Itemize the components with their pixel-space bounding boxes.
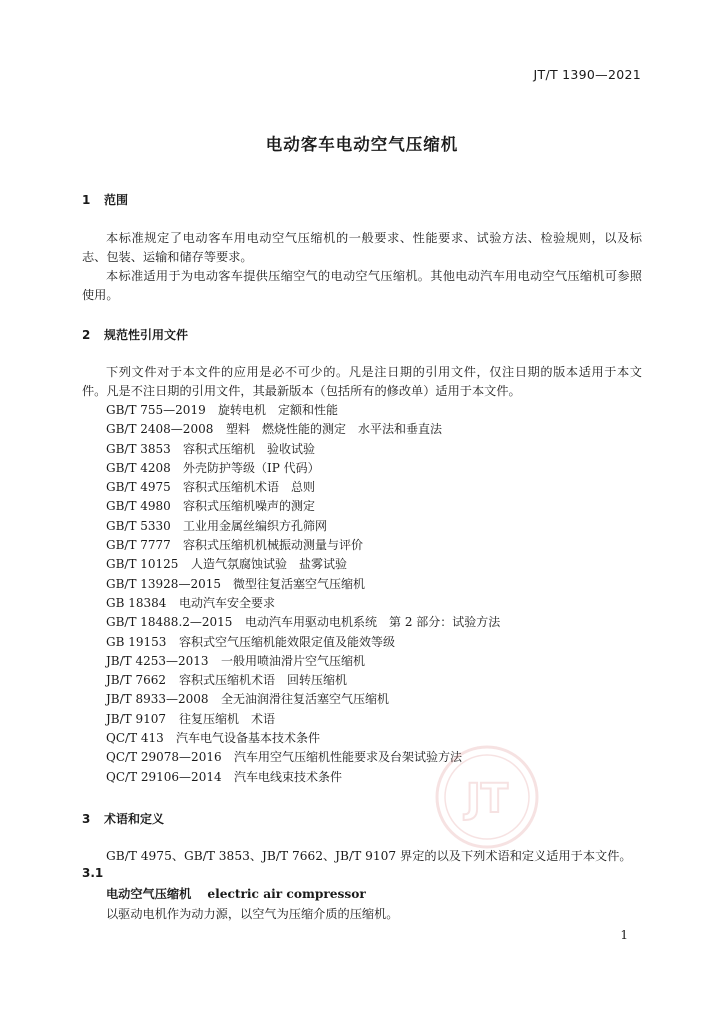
reference-code: GB 18384 bbox=[106, 595, 167, 610]
reference-item bbox=[106, 497, 500, 516]
jt-watermark-icon bbox=[432, 742, 542, 852]
reference-code: QC/T 29078—2016 bbox=[106, 750, 222, 765]
reference-code: QC/T 413 bbox=[106, 731, 164, 746]
section-2-heading bbox=[82, 326, 188, 343]
section-number: 3 bbox=[82, 812, 91, 826]
document-title: 电动客车电动空气压缩机 bbox=[265, 135, 459, 154]
scope-paragraph-1: 本标准规定了电动客车用电动空气压缩机的一般要求、性能要求、试验方法、检验规则，以及标志、包装、运输和储存等要求。 bbox=[82, 231, 642, 264]
reference-item bbox=[106, 440, 500, 459]
section-3-heading bbox=[82, 810, 164, 827]
term-number: 3.1 bbox=[82, 866, 104, 880]
reference-title: 容积式空气压缩机能效限定值及能效等级 bbox=[179, 634, 396, 649]
section-1-heading bbox=[82, 191, 128, 208]
reference-title: 一般用喷油滑片空气压缩机 bbox=[221, 653, 366, 668]
reference-list bbox=[106, 401, 500, 787]
reference-code: GB/T 10125 bbox=[106, 557, 179, 572]
reference-code: QC/T 29106—2014 bbox=[106, 769, 222, 784]
reference-code: GB 19153 bbox=[106, 634, 167, 649]
watermark-text: JT bbox=[465, 776, 509, 822]
reference-code: JB/T 7662 bbox=[106, 673, 167, 688]
reference-item bbox=[106, 401, 500, 420]
reference-item bbox=[106, 652, 500, 671]
reference-item bbox=[106, 459, 500, 478]
reference-title: 外壳防护等级（IP 代码） bbox=[183, 460, 320, 475]
term-name-cn: 电动空气压缩机 bbox=[106, 887, 192, 901]
reference-code: GB/T 4975 bbox=[106, 480, 171, 495]
reference-item bbox=[106, 594, 500, 613]
section-title: 范围 bbox=[104, 193, 129, 207]
reference-title: 电动汽车用驱动电机系统 第 2 部分：试验方法 bbox=[245, 615, 501, 630]
reference-code: GB/T 5330 bbox=[106, 518, 171, 533]
section-number: 2 bbox=[82, 328, 91, 342]
reference-code: GB/T 4980 bbox=[106, 499, 171, 514]
reference-title: 工业用金属丝编织方孔筛网 bbox=[183, 518, 328, 533]
term-definition: 以驱动电机作为动力源，以空气为压缩介质的压缩机。 bbox=[106, 907, 399, 921]
reference-item bbox=[106, 555, 500, 574]
reference-item bbox=[106, 575, 500, 594]
reference-code: GB/T 3853 bbox=[106, 441, 171, 456]
reference-item bbox=[106, 420, 500, 439]
reference-title: 容积式压缩机噪声的测定 bbox=[183, 499, 316, 514]
reference-title: 汽车电气设备基本技术条件 bbox=[176, 731, 321, 746]
terms-intro: GB/T 4975、GB/T 3853、JB/T 7662、JB/T 9107 界定的以及下列术语和定义适用于本文件。 bbox=[106, 849, 632, 863]
reference-title: 旋转电机 定额和性能 bbox=[218, 403, 339, 417]
page-number: 1 bbox=[620, 928, 628, 942]
reference-title: 汽车电线束技术条件 bbox=[234, 769, 343, 784]
reference-item bbox=[106, 710, 500, 729]
reference-title: 容积式压缩机 验收试验 bbox=[183, 441, 316, 456]
reference-code: JB/T 4253—2013 bbox=[106, 653, 209, 668]
reference-item bbox=[106, 671, 500, 690]
reference-item bbox=[106, 690, 500, 709]
scope-paragraph-2: 本标准适用于为电动客车提供压缩空气的电动空气压缩机。其他电动汽车用电动空气压缩机可参照使用。 bbox=[82, 269, 642, 302]
reference-code: JB/T 9107 bbox=[106, 711, 167, 726]
reference-title: 全无油润滑往复活塞空气压缩机 bbox=[221, 692, 390, 707]
term-name bbox=[106, 885, 366, 902]
reference-title: 塑料 燃烧性能的测定 水平法和垂直法 bbox=[226, 422, 443, 437]
references-intro: 下列文件对于本文件的应用是必不可少的。凡是注日期的引用文件，仅注日期的版本适用于本文件。凡是不注日期的引用文件，其最新版本（包括所有的修改单）适用于本文件。 bbox=[82, 365, 642, 398]
section-number: 1 bbox=[82, 193, 91, 207]
reference-title: 容积式压缩机术语 回转压缩机 bbox=[179, 673, 348, 688]
reference-item bbox=[106, 633, 500, 652]
reference-title: 电动汽车安全要求 bbox=[179, 595, 276, 610]
term-name-en: electric air compressor bbox=[207, 887, 366, 901]
reference-title: 容积式压缩机术语 总则 bbox=[183, 480, 316, 495]
standard-code: JT/T 1390—2021 bbox=[533, 67, 641, 82]
reference-code: JB/T 8933—2008 bbox=[106, 692, 209, 707]
reference-item bbox=[106, 613, 500, 632]
reference-title: 容积式压缩机机械振动测量与评价 bbox=[183, 538, 364, 553]
reference-title: 汽车用空气压缩机性能要求及台架试验方法 bbox=[234, 750, 463, 765]
reference-code: GB/T 7777 bbox=[106, 538, 171, 553]
reference-title: 往复压缩机 术语 bbox=[179, 711, 276, 726]
section-title: 规范性引用文件 bbox=[104, 328, 189, 342]
reference-title: 微型往复活塞空气压缩机 bbox=[233, 576, 366, 591]
reference-title: 人造气氛腐蚀试验 盐雾试验 bbox=[191, 557, 348, 572]
reference-code: GB/T 755—2019 bbox=[106, 403, 206, 417]
section-title: 术语和定义 bbox=[104, 812, 165, 826]
reference-code: GB/T 18488.2—2015 bbox=[106, 615, 233, 630]
reference-item bbox=[106, 536, 500, 555]
reference-item bbox=[106, 478, 500, 497]
reference-code: GB/T 2408—2008 bbox=[106, 422, 214, 437]
reference-code: GB/T 4208 bbox=[106, 460, 171, 475]
reference-item bbox=[106, 517, 500, 536]
reference-code: GB/T 13928—2015 bbox=[106, 576, 221, 591]
